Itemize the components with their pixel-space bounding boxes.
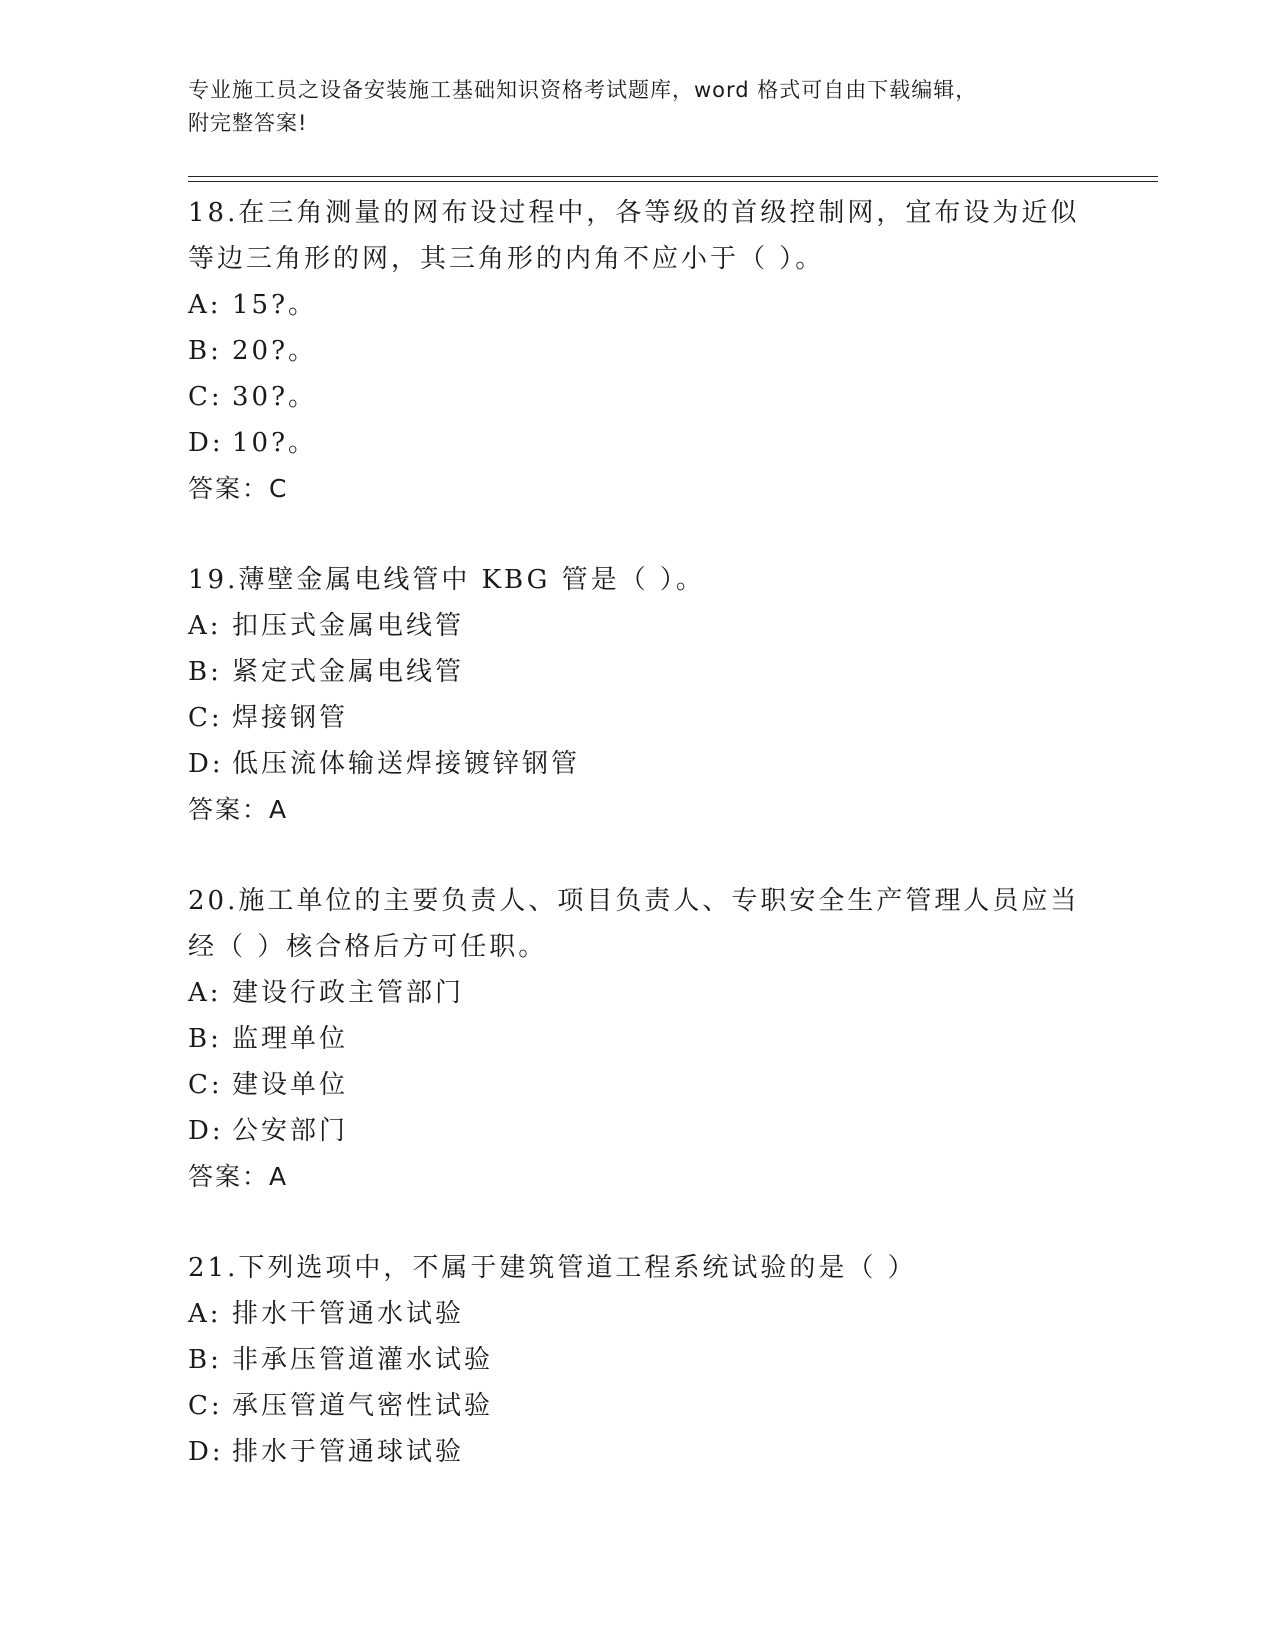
option-key: A:: [188, 290, 222, 320]
option-text: 焊接钢管: [232, 703, 349, 733]
header-line-2: 附完整答案!: [188, 111, 308, 135]
option-text: 15?。: [232, 290, 318, 320]
option-key: A:: [188, 611, 222, 641]
option-key: B:: [188, 1024, 222, 1054]
option-c: [188, 1383, 1088, 1429]
question-21: [188, 1245, 1088, 1475]
option-key: D:: [188, 1437, 224, 1467]
question-19: [188, 557, 1088, 833]
option-text: 承压管道气密性试验: [232, 1391, 494, 1421]
option-text: 排水干管通水试验: [232, 1299, 465, 1329]
option-text: 10?。: [232, 428, 318, 458]
option-key: B:: [188, 657, 222, 687]
option-d: [188, 1108, 1088, 1154]
option-b: [188, 328, 1088, 374]
option-key: A:: [188, 978, 222, 1008]
option-a: [188, 603, 1088, 649]
answer-line: 答案：A: [188, 795, 289, 824]
option-text: 扣压式金属电线管: [232, 611, 465, 641]
answer-line: 答案：C: [188, 474, 289, 503]
header-line-1: 专业施工员之设备安装施工基础知识资格考试题库，word 格式可自由下载编辑，: [188, 78, 978, 102]
option-a: [188, 1291, 1088, 1337]
question-list: [188, 190, 1088, 1475]
question-stem-line: 等边三角形的网，其三角形的内角不应小于（ ）。: [188, 244, 825, 274]
option-key: B:: [188, 336, 222, 366]
option-d: [188, 1429, 1088, 1475]
option-c: [188, 1062, 1088, 1108]
question-stem-line: 18.在三角测量的网布设过程中，各等级的首级控制网，宜布设为近似: [188, 198, 1080, 228]
document-header: [188, 74, 1088, 140]
option-text: 20?。: [232, 336, 318, 366]
option-d: [188, 741, 1088, 787]
option-text: 紧定式金属电线管: [232, 657, 465, 687]
question-stem-line: 20.施工单位的主要负责人、项目负责人、专职安全生产管理人员应当: [188, 886, 1080, 916]
option-c: [188, 695, 1088, 741]
option-key: D:: [188, 749, 224, 779]
option-text: 建设行政主管部门: [232, 978, 465, 1008]
option-key: D:: [188, 428, 224, 458]
option-key: C:: [188, 1391, 223, 1421]
option-a: [188, 970, 1088, 1016]
question-stem-line: 经（ ）核合格后方可任职。: [188, 932, 548, 962]
question-stem-line: 19.薄壁金属电线管中 KBG 管是（ ）。: [188, 565, 705, 595]
option-d: [188, 420, 1088, 466]
header-divider-top: [188, 176, 1158, 177]
option-text: 低压流体输送焊接镀锌钢管: [232, 749, 581, 779]
option-text: 排水于管通球试验: [232, 1437, 465, 1467]
option-key: A:: [188, 1299, 222, 1329]
answer-line: 答案：A: [188, 1162, 289, 1191]
option-a: [188, 282, 1088, 328]
header-divider-bottom: [188, 181, 1158, 182]
option-text: 建设单位: [232, 1070, 349, 1100]
option-text: 非承压管道灌水试验: [232, 1345, 494, 1375]
option-key: C:: [188, 1070, 223, 1100]
option-c: [188, 374, 1088, 420]
option-text: 公安部门: [232, 1116, 349, 1146]
question-20: [188, 878, 1088, 1200]
option-key: B:: [188, 1345, 222, 1375]
option-key: C:: [188, 382, 223, 412]
option-text: 监理单位: [232, 1024, 349, 1054]
question-stem-line: 21.下列选项中，不属于建筑管道工程系统试验的是（ ）: [188, 1253, 917, 1283]
option-key: D:: [188, 1116, 224, 1146]
option-b: [188, 1016, 1088, 1062]
option-b: [188, 1337, 1088, 1383]
question-18: [188, 190, 1088, 512]
option-text: 30?。: [232, 382, 318, 412]
option-b: [188, 649, 1088, 695]
option-key: C:: [188, 703, 223, 733]
